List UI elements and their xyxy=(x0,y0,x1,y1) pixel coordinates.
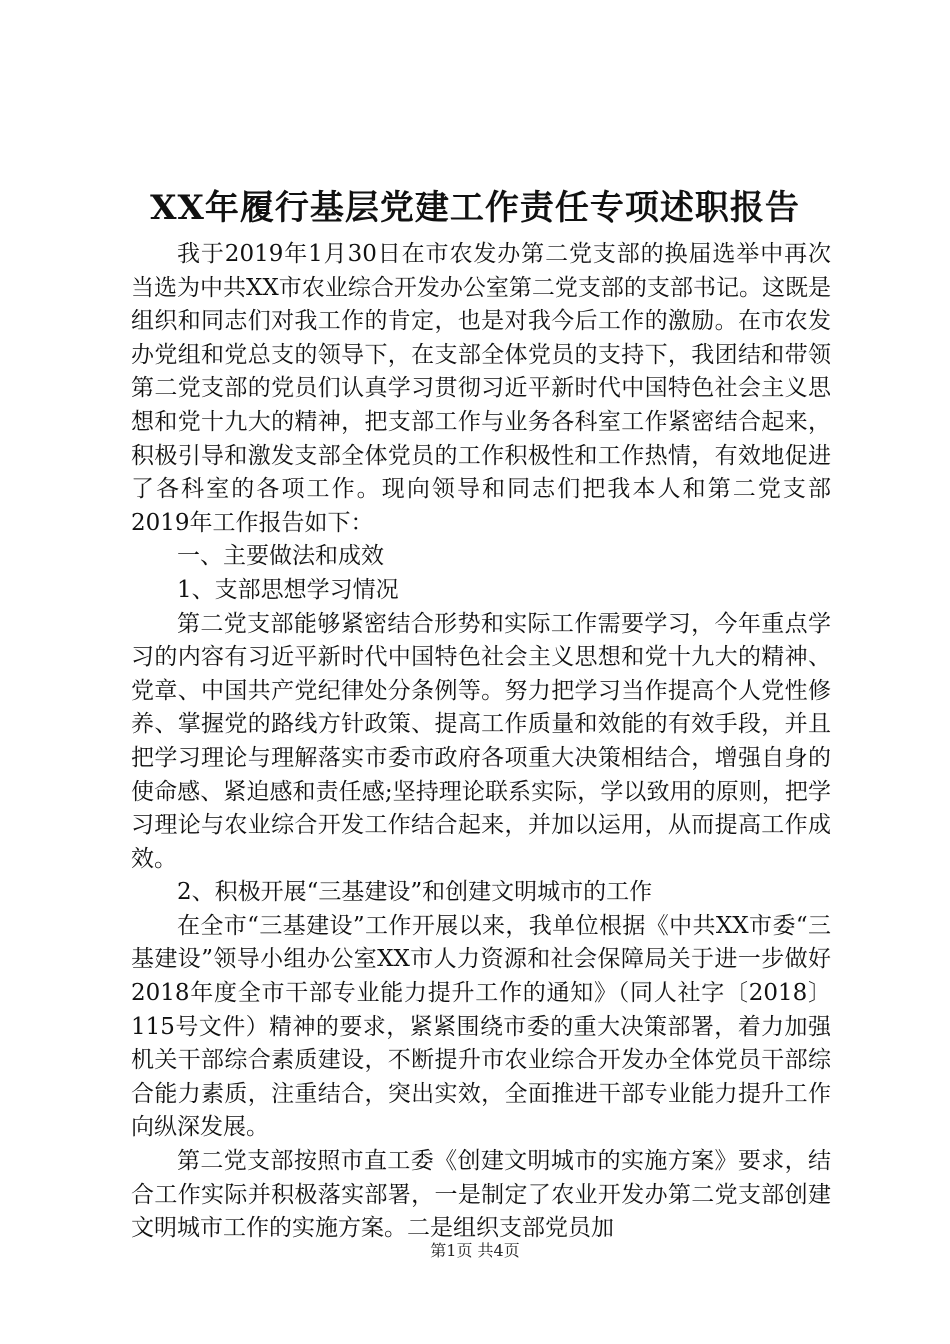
subsection-heading-three-basics: 2、积极开展“三基建设”和创建文明城市的工作 xyxy=(177,879,653,906)
paragraph-intro: 我于2019年1月30日在市农发办第二党支部的换届选举中再次当选为中共XX市农业综合开发办公室第二党支部的支部书记。这既是组织和同志们对我工作的肯定，也是对我今后工作的激励。在市农发办党组和党总支的领导下，在支部全体党员的支持下，我团结和带领第二党支部的党员们认真学习贯彻习近平新时代中国特色社会主义思想和党十九大的精神，把支部工作与业务各科室工作紧密结合起来，积极引导和激发支部全体党员的工作积极性和工作热情，有效地促进了各科室的各项工作。现向领导和同志们把我本人和第二党支部2019年工作报告如下： xyxy=(131,241,831,536)
paragraph-study: 第二党支部能够紧密结合形势和实际工作需要学习，今年重点学习的内容有习近平新时代中国特色社会主义思想和党十九大的精神、党章、中国共产党纪律处分条例等。努力把学习当作提高个人党性修养、掌握党的路线方针政策、提高工作质量和效能的有效手段，并且把学习理论与理解落实市委市政府各项重大决策相结合，增强自身的使命感、紧迫感和责任感;坚持理论联系实际，学以致用的原则，把学习理论与农业综合开发工作结合起来，并加以运用，从而提高工作成效。 xyxy=(131,610,831,872)
paragraph-civilized-city: 第二党支部按照市直工委《创建文明城市的实施方案》要求，结合工作实际并积极落实部署，一是制定了农业开发办第二党支部创建文明城市工作的实施方案。二是组织支部党员加 xyxy=(131,1148,831,1242)
paragraph-three-basics: 在全市“三基建设”工作开展以来，我单位根据《中共XX市委“三基建设”领导小组办公室XX市人力资源和社会保障局关于进一步做好2018年度全市干部专业能力提升工作的通知》（同人社字〔2018〕115号文件）精神的要求，紧紧围绕市委的重大决策部署，着力加强机关干部综合素质建设，不断提升市农业综合开发办全体党员干部综合能力素质，注重结合，突出实效，全面推进干部专业能力提升工作向纵深发展。 xyxy=(131,912,831,1141)
section-heading-main-practices: 一、主要做法和成效 xyxy=(177,543,384,570)
document-title: XX年履行基层党建工作责任专项述职报告 xyxy=(150,188,800,228)
page-footer: 第1页 共4页 xyxy=(430,1241,520,1260)
subsection-heading-study: 1、支部思想学习情况 xyxy=(177,576,399,603)
document-body xyxy=(131,238,831,1246)
